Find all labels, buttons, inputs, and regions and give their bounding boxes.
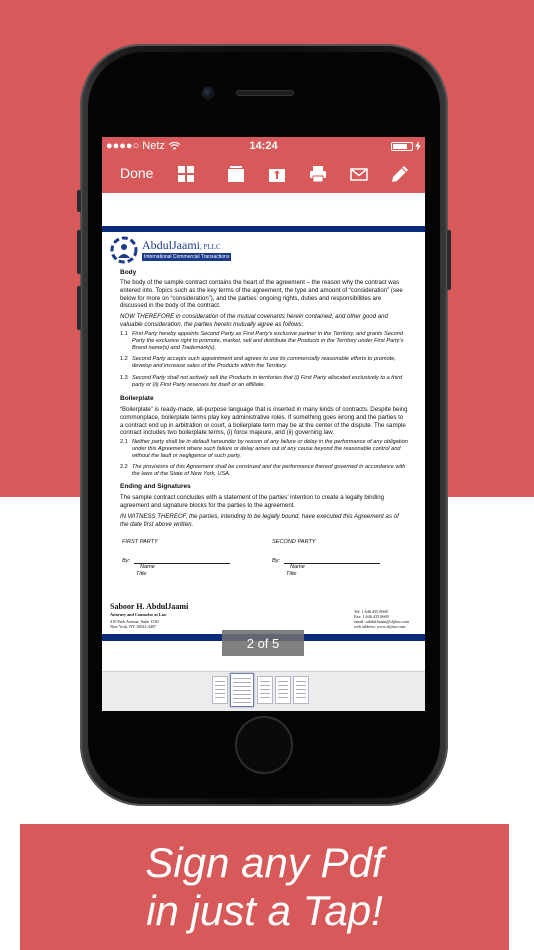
footer-email: email: sabdulJaami@shjlaw.com bbox=[354, 619, 409, 624]
boilerplate-heading: Boilerplate bbox=[120, 395, 154, 402]
second-party-label: SECOND PARTY bbox=[272, 539, 316, 545]
pen-icon[interactable] bbox=[391, 165, 409, 183]
ending-heading: Ending and Signatures bbox=[120, 483, 191, 490]
ending-paragraph: The sample contract concludes with a statement of the parties’ intention to create a legally binding agreement and signature blocks for the parties to the agreement. bbox=[120, 494, 384, 509]
footer-tel: Tel: 1.646.435.0668 bbox=[354, 609, 388, 614]
pdf-page[interactable] bbox=[102, 193, 425, 671]
footer-role: Attorney and Counselor at Law bbox=[110, 612, 167, 617]
tagline-line-1: Sign any Pdf bbox=[145, 839, 384, 887]
logo-suffix: PLLC bbox=[203, 243, 221, 251]
first-by-label: By: bbox=[122, 558, 131, 564]
grid-icon[interactable] bbox=[177, 165, 195, 183]
share-icon[interactable] bbox=[268, 165, 286, 183]
phone-screen bbox=[102, 137, 425, 711]
front-camera bbox=[202, 87, 214, 99]
pages-icon[interactable] bbox=[227, 165, 245, 183]
print-icon[interactable] bbox=[309, 165, 327, 183]
firm-logo: AbdulJaami, PLLC International Commercial Transactions bbox=[110, 236, 231, 264]
earpiece-speaker bbox=[236, 90, 294, 96]
clause-1-1: 1.1 First Party hereby appoints Second Party as First Party’s exclusive partner in the Territory, and grants Second Party the exclusive right to promote, market, sell and distribute the Products in the Territory under First Party’s Brand name(s) and Trademark(s). bbox=[120, 331, 404, 352]
body-paragraph: The body of the sample contract contains the heart of the agreement – the reason why the contract was entered into. Topics such as the key terms of the agreement, the type and amount of “consideration” (see below for more on “consideration”), and the parties’ ongoing rights, duties and responsibilities are discussed in the body of the contract. bbox=[120, 279, 403, 310]
footer-address-1: 410 Park Avenue, Suite 1530 bbox=[110, 619, 159, 624]
logo-mark-icon bbox=[110, 236, 138, 264]
second-name-label: Name bbox=[290, 564, 305, 570]
page-thumbnail-5[interactable] bbox=[293, 676, 309, 704]
page-thumbnail-4[interactable] bbox=[275, 676, 291, 704]
first-party-label: FIRST PARTY bbox=[122, 539, 158, 545]
footer-attorney-name: Saboor H. AbdulJaami bbox=[110, 602, 189, 611]
page-thumbnail-2[interactable] bbox=[230, 673, 254, 707]
power-button bbox=[447, 230, 451, 290]
boilerplate-paragraph: “Boilerplate” is ready-made, all-purpose language that is inserted in many kinds of contracts. Despite being commonplace, boilerplate terms play key administrative roles. If something goes wrong and the parties to a contract end up in arbitration or court, a boilerplate term may be at the center of the dispute. The sample contract includes two boilerplate terms, (i) force majeure, and (ii) governing law. bbox=[120, 406, 408, 437]
header-band bbox=[102, 226, 425, 232]
second-by-label: By: bbox=[272, 558, 281, 564]
bolt-icon bbox=[415, 141, 421, 151]
footer-fax: Fax: 1.646.435.0669 bbox=[354, 614, 389, 619]
mute-switch bbox=[77, 190, 81, 212]
clause-1-2: 1.2 Second Party accepts such appointment and agrees to use its commercially reasonable efforts to promote, develop and increase sales of the Products within the Territory. bbox=[120, 356, 396, 370]
page-thumbnail-3[interactable] bbox=[257, 676, 273, 704]
page-thumbnail-1[interactable] bbox=[212, 676, 228, 704]
status-time: 14:24 bbox=[249, 140, 278, 152]
logo-tagline: International Commercial Transactions bbox=[144, 254, 230, 260]
footer-web: web address: www.shjlaw.com bbox=[354, 624, 406, 629]
home-button[interactable] bbox=[235, 716, 293, 774]
clause-1-3: 1.3 Second Party shall not actively sell the Products in territories that (i) First Party allocated exclusively to a third party or (ii) First Party reserves for itself or an affiliate. bbox=[120, 375, 403, 389]
page-indicator: 2 of 5 bbox=[222, 630, 304, 656]
footer-address-2: New York, NY 10022-4407 bbox=[110, 624, 157, 629]
tagline-banner bbox=[20, 824, 509, 950]
body-heading: Body bbox=[120, 269, 137, 276]
tagline-line-2: in just a Tap! bbox=[146, 887, 383, 934]
done-button[interactable]: Done bbox=[120, 165, 154, 181]
toolbar bbox=[102, 155, 425, 193]
carrier-label: ●●●●○ Netz bbox=[106, 140, 165, 152]
logo-name: AbdulJaami bbox=[142, 238, 200, 252]
mail-icon[interactable] bbox=[350, 165, 368, 183]
first-title-label: Title bbox=[136, 571, 147, 577]
clause-2-1: 2.1 Neither party shall be in default hereunder by reason of any failure or delay in the performance of any obligation under this Agreement where such failure or delay arises out of any cause beyond the reasonable control and without the fault or negligence of such party. bbox=[120, 439, 408, 460]
thumbnail-strip bbox=[102, 671, 425, 711]
witness-paragraph: IN WITNESS THEREOF, the parties, intending to be legally bound, have executed this Agreement as of the date first above written. bbox=[120, 513, 399, 528]
volume-up-button bbox=[77, 230, 81, 274]
second-title-label: Title bbox=[286, 571, 297, 577]
first-name-label: Name bbox=[140, 564, 155, 570]
volume-down-button bbox=[77, 286, 81, 330]
now-therefore-paragraph: NOW THEREFORE in consideration of the mutual covenants herein contained, and other good and valuable consideration, the parties hereto mutually agree as follows: bbox=[120, 313, 388, 328]
status-bar bbox=[102, 137, 425, 155]
clause-2-2: 2.2 The provisions of this Agreement shall be construed and the performance thereof governed in accordance with the laws of the State of New York, USA. bbox=[120, 464, 406, 478]
battery-icon bbox=[391, 142, 413, 151]
